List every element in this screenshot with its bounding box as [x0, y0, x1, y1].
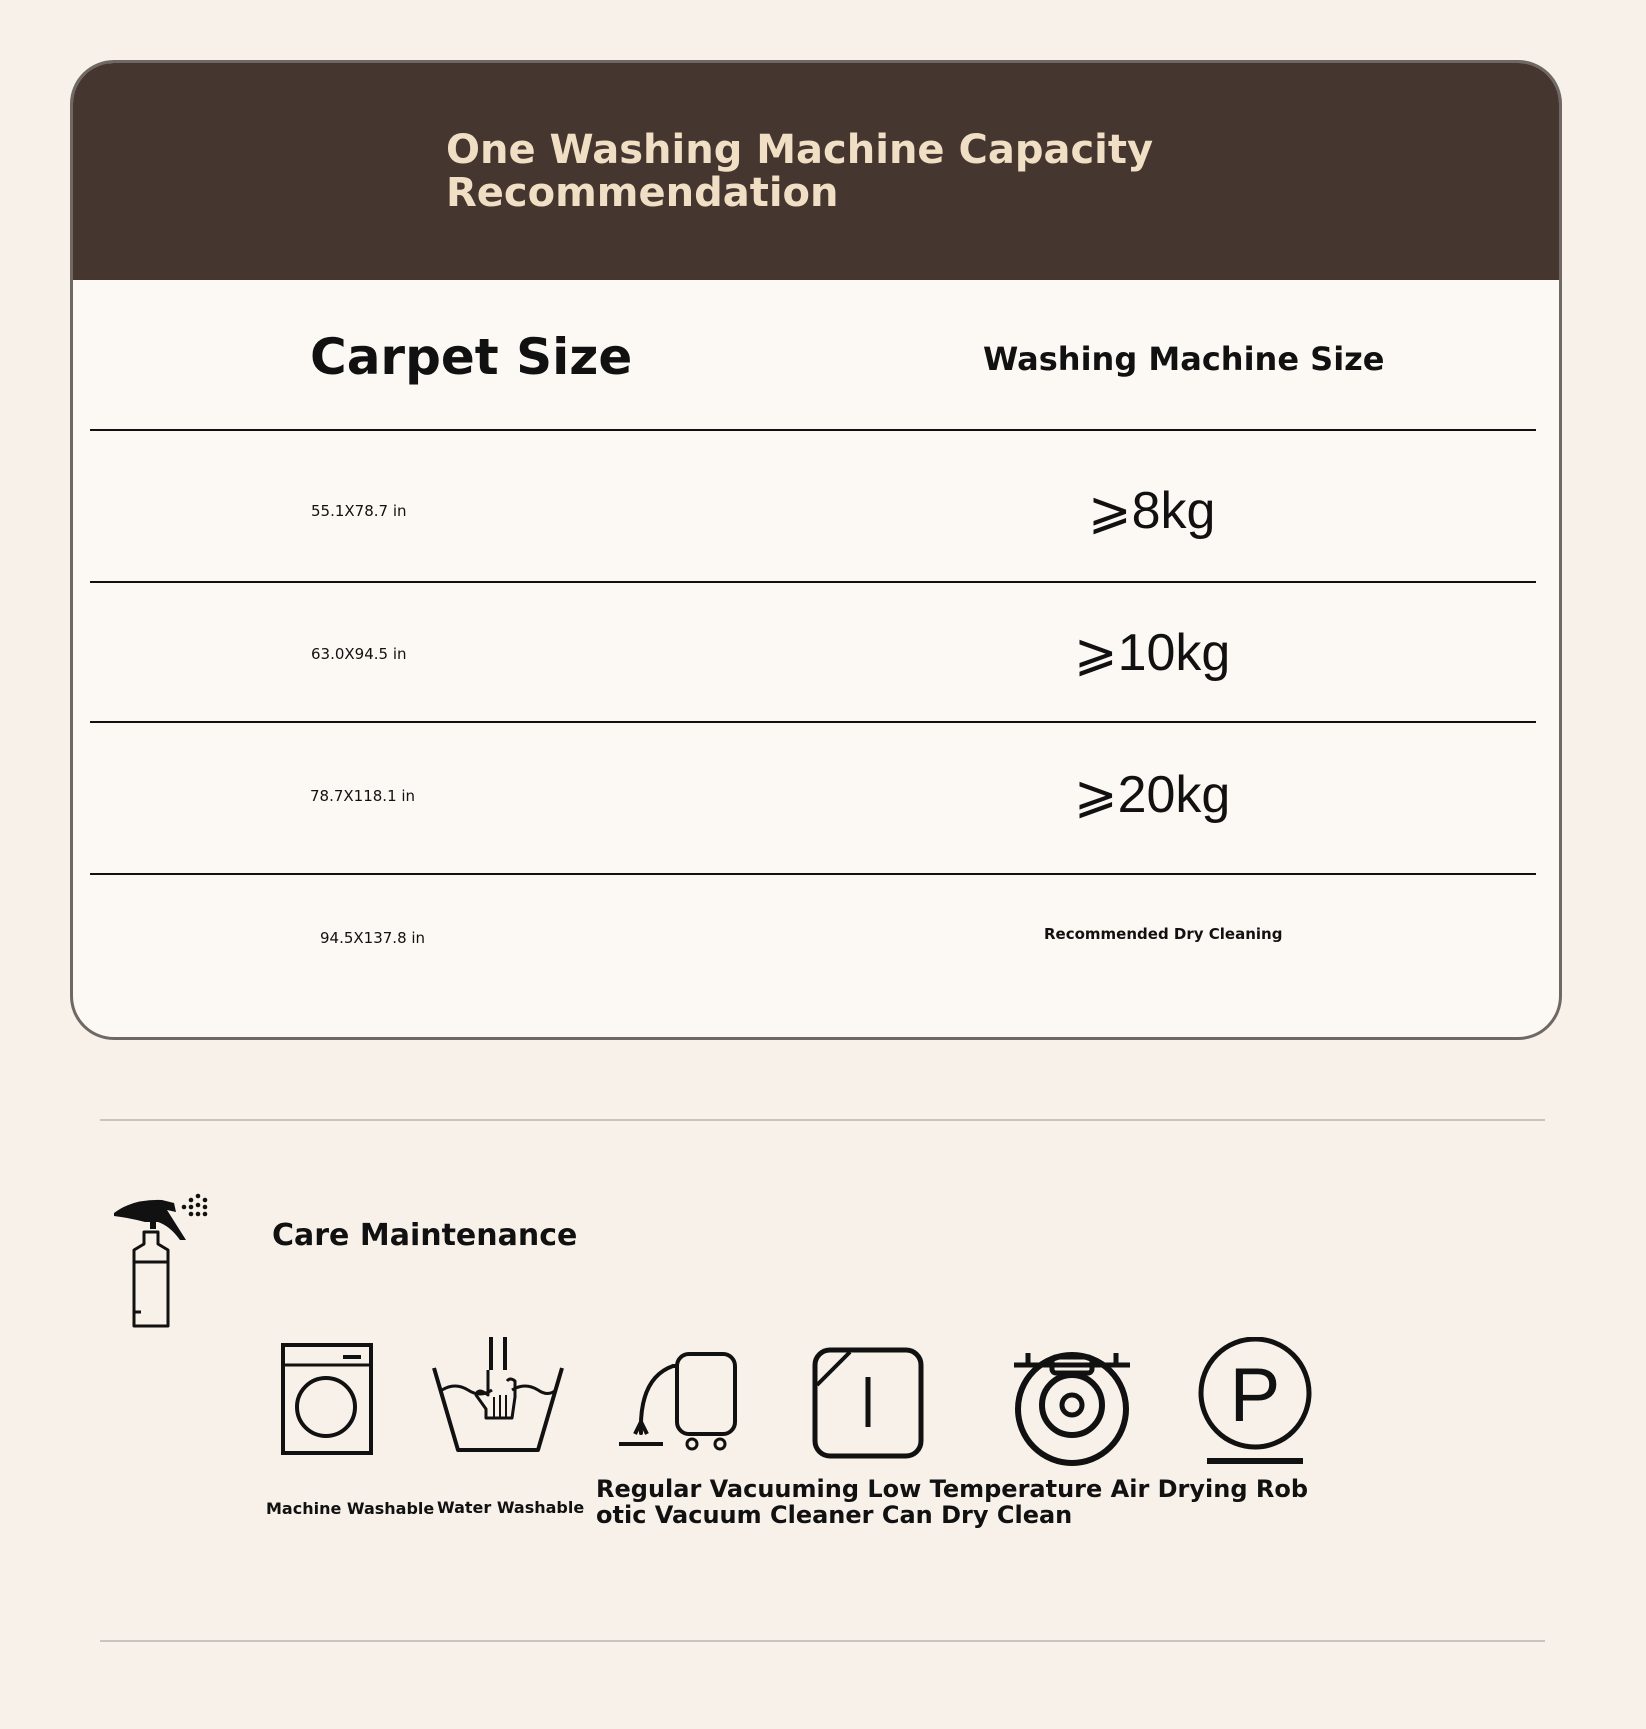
- carpet-size-value: 78.7X118.1 in: [310, 787, 416, 805]
- capacity-value: ⩾20kg: [1074, 766, 1231, 824]
- carpet-size-value: 63.0X94.5 in: [311, 645, 407, 663]
- care-caption: Regular Vacuuming Low Temperature Air Drying Robotic Vacuum Cleaner Can Dry Clean: [596, 1475, 1309, 1529]
- capacity-value: ⩾8kg: [1088, 482, 1216, 540]
- care-label-water-washable: Water Washable: [437, 1498, 585, 1517]
- capacity-card: [70, 60, 1562, 1040]
- card-title: One Washing Machine Capacity Recommendation: [446, 127, 1154, 216]
- column-header-carpet-size: Carpet Size: [310, 328, 633, 386]
- carpet-size-value: 55.1X78.7 in: [311, 502, 407, 520]
- robot-vacuum-icon: [1012, 1347, 1132, 1467]
- card-header: [73, 63, 1559, 280]
- carpet-size-value: 94.5X137.8 in: [320, 929, 426, 947]
- capacity-value: Recommended Dry Cleaning: [1044, 925, 1283, 943]
- vacuum-cleaner-icon: [617, 1348, 742, 1453]
- table-divider: [90, 721, 1536, 723]
- svg-text:P: P: [1229, 1353, 1281, 1438]
- low-temperature-icon: [812, 1347, 924, 1459]
- column-header-washing-machine-size: Washing Machine Size: [983, 340, 1385, 378]
- care-maintenance-title: Care Maintenance: [272, 1218, 578, 1253]
- section-divider: [100, 1119, 1545, 1121]
- capacity-value: ⩾10kg: [1074, 624, 1231, 682]
- dry-clean-p-icon: [1195, 1337, 1315, 1467]
- hand-wash-icon: [430, 1335, 565, 1455]
- spray-bottle-icon: [110, 1192, 215, 1332]
- table-divider: [90, 581, 1536, 583]
- table-divider: [90, 873, 1536, 875]
- washing-machine-icon: [281, 1343, 373, 1455]
- table-divider: [90, 429, 1536, 431]
- section-divider: [100, 1640, 1545, 1642]
- care-label-machine-washable: Machine Washable: [266, 1499, 435, 1518]
